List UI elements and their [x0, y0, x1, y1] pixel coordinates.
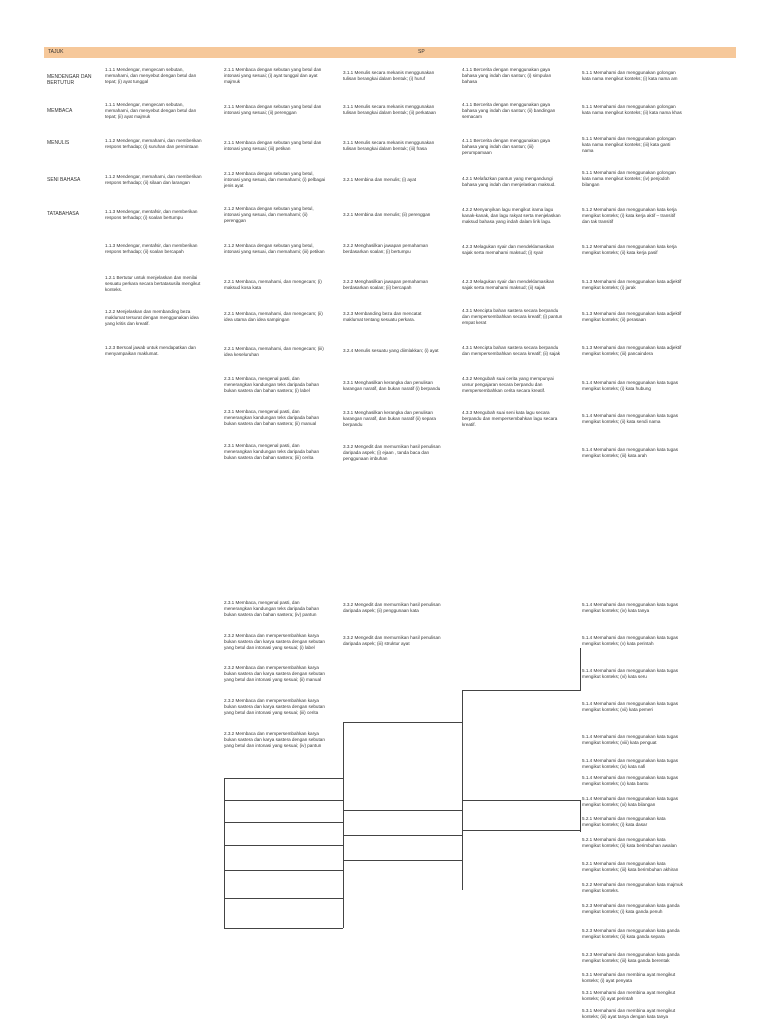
sp-cell: 1.2.3 Bersoal jawab untuk mendapatkan dan menyampaikan maklumat. — [105, 345, 196, 356]
sp-cell: 5.1.1 Memahami dan menggunakan golongan kata nama mengikut konteks; (iv) penjodoh bilangan — [582, 170, 676, 187]
connector-line — [343, 835, 462, 836]
sp-cell: 3.1.1 Menulis secara mekanis menggunakan tulisan berangkai dalam bentuk; (ii) perkataan — [343, 104, 436, 115]
sp-cell: 5.1.4 Memahami dan menggunakan kata tugas mengikut konteks; (v) kata perintah — [582, 635, 679, 646]
sp-cell: 1.2.1 Bertutur untuk menjelaskan dan menilai sesuatu perkara secara bertatasusila mengikut konteks. — [105, 275, 201, 292]
sp-cell: 3.1.1 Menulis secara mekanis menggunakan tulisan berangkai dalam bentuk; (iii) frasa — [343, 140, 435, 151]
sp-cell: 2.3.2 Membaca dan mempersembahkan karya bukan sastera dan karya sastera dengan sebutan yang betul dan intonasi yang sesuai; (iii) cerita — [224, 698, 325, 715]
sp-cell: 5.2.2 Memahami dan menggunakan kata majmuk mengikut konteks. — [582, 882, 683, 893]
table-header — [44, 47, 736, 58]
theme-label: SENI BAHASA — [47, 177, 81, 183]
connector-line — [224, 898, 343, 899]
sp-cell: 3.3.2 Mengedit dan memurnikan hasil penulisan daripada aspek; (ii) penggunaan kata — [343, 602, 441, 613]
connector-line — [224, 845, 343, 846]
sp-cell: 3.3.2 Mengedit dan memurnikan hasil penulisan daripada aspek; (i) ejaan , tanda baca dan penggunaan imbuhan — [343, 444, 441, 461]
connector-line — [224, 800, 343, 801]
sp-cell: 5.1.3 Memahami dan menggunakan kata adjektif mengikut konteks; (iii) pancaindera — [582, 345, 682, 356]
sp-cell: 2.2.1 Membaca, memahami, dan mengecam; (iii) idea keseluruhan — [224, 346, 324, 357]
sp-cell: 2.3.1 Membaca, mengenal pasti, dan menerangkan kandungan teks daripada bahan bukan sastera dan bahan sastera; (ii) manual — [224, 409, 320, 426]
connector-line — [462, 690, 463, 890]
sp-cell: 1.1.1 Mendengar, mengecam sebutan, memahami, dan menyebut dengan betul dan tepat; (i) ayat tunggal — [105, 67, 197, 84]
connector-line — [462, 830, 581, 831]
sp-cell: 2.1.1 Membaca dengan sebutan yang betul dan intonasi yang sesuai; (i) ayat tunggal dan ayat majmuk — [224, 67, 322, 84]
connector-line — [224, 870, 343, 871]
theme-label: MEMBACA — [47, 108, 73, 114]
sp-cell: 3.2.3 Membanding beza dan mencatat maklumat tentang sesuatu perkara. — [343, 311, 422, 322]
sp-cell: 2.3.2 Membaca dan mempersembahkan karya bukan sastera dan karya sastera dengan sebutan yang betul dan intonasi yang sesuai; (ii) manual — [224, 665, 325, 682]
sp-cell: 4.1.1 Bercerita dengan menggunakan gaya bahasa yang indah dan santun; (iii) perumpamaan — [462, 138, 551, 155]
sp-cell: 2.2.1 Membaca, memahami, dan mengecam; (ii) idea utama dan idea sampingan — [224, 311, 323, 322]
sp-cell: 5.3.1 Memahami dan membina ayat mengikut konteks; (i) ayat penyata — [582, 972, 676, 983]
connector-line — [462, 800, 581, 801]
sp-cell: 5.1.2 Memahami dan menggunakan kata kerja mengikut konteks; (ii) kata kerja pasif — [582, 244, 677, 255]
sp-cell: 1.2.2 Menjelaskan dan membanding beza maklumat tersurat dengan menggunakan idea yang kritis dan kreatif. — [105, 309, 199, 326]
theme-label: MENULIS — [47, 140, 70, 146]
sp-cell: 5.2.3 Memahami dan menggunakan kata ganda mengikut konteks; (i) kata ganda penuh — [582, 903, 680, 914]
sp-cell: 5.1.4 Memahami dan menggunakan kata tugas mengikut konteks; (viii) kata penguat — [582, 734, 679, 745]
connector-line — [580, 648, 581, 690]
sp-cell: 2.3.1 Membaca, mengenal pasti, dan menerangkan kandungan teks daripada bahan bukan sastera dan bahan sastera; (iv) pantun — [224, 600, 320, 617]
connector-line — [224, 928, 343, 929]
sp-cell: 3.2.4 Menulis sesuatu yang diimlakkan; (i) ayat — [343, 348, 439, 353]
sp-cell: 1.1.2 Mendengar, memahami, dan memberikan respons terhadap; (i) suruhan dan permintaan — [105, 138, 202, 149]
sp-cell: 5.1.4 Memahami dan menggunakan kata tugas mengikut konteks; (xi) kata bilangan — [582, 796, 679, 807]
sp-cell: 3.2.1 Membina dan menulis; (i) ayat — [343, 177, 417, 182]
sp-cell: 3.3.2 Mengedit dan memurnikan hasil penulisan daripada aspek; (iii) struktur ayat — [343, 635, 441, 646]
sp-cell: 5.1.3 Memahami dan menggunakan kata adjektif mengikut konteks; (ii) perasaan — [582, 311, 682, 322]
connector-line — [224, 778, 343, 779]
sp-cell: 1.1.3 Mendengar, mentafsir, dan memberikan respons terhadap; (i) soalan bertumpu — [105, 209, 198, 220]
sp-cell: 5.3.1 Memahami dan membina ayat mengikut konteks; (iii) ayat tanya dengan kata tanya — [582, 1008, 676, 1019]
sp-cell: 5.1.1 Memahami dan menggunakan golongan kata nama mengikut konteks; (iii) kata ganti nama — [582, 136, 676, 153]
connector-line — [343, 810, 462, 811]
sp-cell: 5.2.1 Memahami dan menggunakan kata mengikut konteks; (i) kata dasar — [582, 816, 666, 827]
sp-cell: 3.2.2 Menghasilkan jawapan pemahaman berdasarkan soalan; (ii) bercapah — [343, 279, 429, 290]
sp-cell: 4.2.2 Menyanyikan lagu mengikut irama lagu kanak-kanak, dan lagu rakyat serta menjelaskan maksud bahasa yang indah dalam lirik lagu. — [462, 207, 561, 224]
connector-line — [343, 722, 344, 778]
sp-cell: 2.2.1 Membaca, memahami, dan mengecam; (i) maksud kosa kata — [224, 279, 322, 290]
sp-cell: 2.3.2 Membaca dan mempersembahkan karya bukan sastera dan karya sastera dengan sebutan yang betul dan intonasi yang sesuai; (i) label — [224, 633, 325, 650]
sp-cell: 4.3.1 Mencipta bahan sastera secara berpandu dan mempersembahkan secara kreatif; (i) pantun empat kerat — [462, 308, 563, 325]
sp-cell: 4.3.1 Mencipta bahan sastera secara berpandu dan mempersembahkan secara kreatif; (ii) sajak — [462, 345, 561, 356]
sp-cell: 5.1.4 Memahami dan menggunakan kata tugas mengikut konteks; (x) kata bantu — [582, 775, 679, 786]
connector-line — [580, 800, 581, 832]
connector-line — [343, 722, 462, 723]
sp-cell: 2.3.1 Membaca, mengenal pasti, dan menerangkan kandungan teks daripada bahan bukan sastera dan bahan sastera; (iii) cerita — [224, 443, 320, 460]
sp-cell: 5.2.1 Memahami dan menggunakan kata mengikut konteks; (ii) kata berimbuhan awalan — [582, 837, 677, 848]
sp-cell: 2.1.2 Membaca dengan sebutan yang betul, intonasi yang sesuai, dan memahami; (i) pelbagai jenis ayat — [224, 171, 326, 188]
theme-label: MENDENGAR DAN BERTUTUR — [47, 74, 92, 86]
sp-cell: 5.1.1 Memahami dan menggunakan golongan kata nama mengikut konteks; (i) kata nama am — [582, 70, 678, 81]
sp-cell: 3.3.1 Menghasilkan kerangka dan penulisan karangan naratif, dan bukan naratif (i) berpandu — [343, 380, 441, 391]
sp-cell: 2.1.1 Membaca dengan sebutan yang betul dan intonasi yang sesuai; (ii) perenggan — [224, 104, 322, 115]
sp-cell: 2.1.2 Membaca dengan sebutan yang betul, intonasi yang sesuai, dan memahami; (ii) perenggan — [224, 206, 314, 223]
sp-cell: 1.1.1 Mendengar, mengecam sebutan, memahami, dan menyebut dengan betul dan tepat; (ii) ayat majmuk — [105, 102, 197, 119]
sp-cell: 4.3.2 Mengubah suai cerita yang mempunyai unsur pengajaran secara berpandu dan mempersembahkan cerita secara kreatif. — [462, 376, 554, 393]
sp-cell: 5.1.4 Memahami dan menggunakan kata tugas mengikut konteks; (vi) kata seru — [582, 668, 679, 679]
sp-cell: 5.1.1 Memahami dan menggunakan golongan kata nama mengikut konteks; (ii) kata nama khas — [582, 104, 682, 115]
sp-cell: 5.1.2 Memahami dan menggunakan kata kerja mengikut konteks; (i) kata kerja aktif – transitif dan tak transitif — [582, 207, 677, 224]
sp-cell: 1.1.2 Mendengar, memahami, dan memberikan respons terhadap; (ii) silaan dan larangan — [105, 174, 202, 185]
connector-line — [224, 822, 343, 823]
sp-cell: 3.2.2 Menghasilkan jawapan pemahaman berdasarkan soalan; (i) bertumpu — [343, 243, 429, 254]
sp-cell: 2.3.2 Membaca dan mempersembahkan karya bukan sastera dan karya sastera dengan sebutan yang betul dan intonasi yang sesuai; (iv) pantun — [224, 731, 325, 748]
sp-cell: 4.1.1 Bercerita dengan menggunakan gaya bahasa yang indah dan santun; (ii) bandingan semacam — [462, 102, 556, 119]
sp-cell: 5.1.4 Memahami dan menggunakan kata tugas mengikut konteks; (ii) kata sendi nama — [582, 413, 679, 424]
sp-cell: 5.1.4 Memahami dan menggunakan kata tugas mengikut konteks; (vii) kata pemeri — [582, 701, 679, 712]
sp-cell: 4.2.3 Melagukan syair dan mendeklamasikan sajak serta memahami maksud; (i) syair — [462, 244, 555, 255]
sp-cell: 3.2.1 Membina dan menulis; (ii) perenggan — [343, 212, 431, 217]
sp-cell: 4.2.3 Melagukan syair dan mendeklamasikan sajak serta memahami maksud; (ii) sajak — [462, 279, 555, 290]
connector-line — [343, 778, 344, 928]
sp-cell: 2.1.1 Membaca dengan sebutan yang betul dan intonasi yang sesuai; (iii) petikan — [224, 140, 322, 151]
sp-cell: 5.2.3 Memahami dan menggunakan kata ganda mengikut konteks; (ii) kata ganda separa — [582, 928, 680, 939]
sp-cell: 5.2.3 Memahami dan menggunakan kata ganda mengikut konteks; (iii) kata ganda berentak — [582, 952, 680, 963]
sp-cell: 1.1.3 Mendengar, mentafsir, dan memberikan respons terhadap; (ii) soalan bercapah — [105, 243, 198, 254]
header-sp: SP — [418, 49, 425, 55]
sp-cell: 5.2.1 Memahami dan menggunakan kata mengikut konteks; (iii) kata berimbuhan akhiran — [582, 861, 679, 872]
sp-cell: 5.3.1 Memahami dan membina ayat mengikut konteks; (ii) ayat perintah — [582, 990, 676, 1001]
theme-label: TATABAHASA — [47, 211, 79, 217]
header-tajuk: TAJUK — [48, 49, 64, 55]
sp-cell: 4.3.3 Mengubah suai seni kata lagu secara berpandu dan mempersembahkan lagu secara kreatif. — [462, 410, 558, 427]
connector-line — [462, 690, 581, 691]
connector-line — [343, 860, 462, 861]
sp-cell: 4.1.1 Bercerita dengan menggunakan gaya bahasa yang indah dan santun; (i) simpulan bahasa — [462, 67, 552, 84]
sp-cell: 5.1.4 Memahami dan menggunakan kata tugas mengikut konteks; (ix) kata nafi — [582, 758, 679, 769]
sp-cell: 5.1.4 Memahami dan menggunakan kata tugas mengikut konteks; (iii) kata arah — [582, 447, 679, 458]
sp-cell: 5.1.3 Memahami dan menggunakan kata adjektif mengikut konteks; (i) jarak — [582, 279, 682, 290]
sp-cell: 2.3.1 Membaca, mengenal pasti, dan menerangkan kandungan teks daripada bahan bukan sastera dan bahan sastera; (i) label — [224, 376, 320, 393]
sp-cell: 5.1.4 Memahami dan menggunakan kata tugas mengikut konteks; (i) kata hubung — [582, 380, 679, 391]
sp-cell: 4.2.1 Melafazkan pantun yang mengandungi bahasa yang indah dan menjelaskan maksud. — [462, 176, 556, 187]
sp-cell: 2.1.2 Membaca dengan sebutan yang betul, intonasi yang sesuai, dan memahami; (iii) petikan — [224, 243, 325, 254]
sp-cell: 3.3.1 Menghasilkan kerangka dan penulisan karangan naratif, dan bukan naratif (ii) separa berpandu — [343, 410, 436, 427]
sp-cell: 5.1.4 Memahami dan menggunakan kata tugas mengikut konteks; (iv) kata tanya — [582, 602, 679, 613]
sp-cell: 3.1.1 Menulis secara mekanis menggunakan tulisan berangkai dalam bentuk; (i) huruf — [343, 70, 435, 81]
